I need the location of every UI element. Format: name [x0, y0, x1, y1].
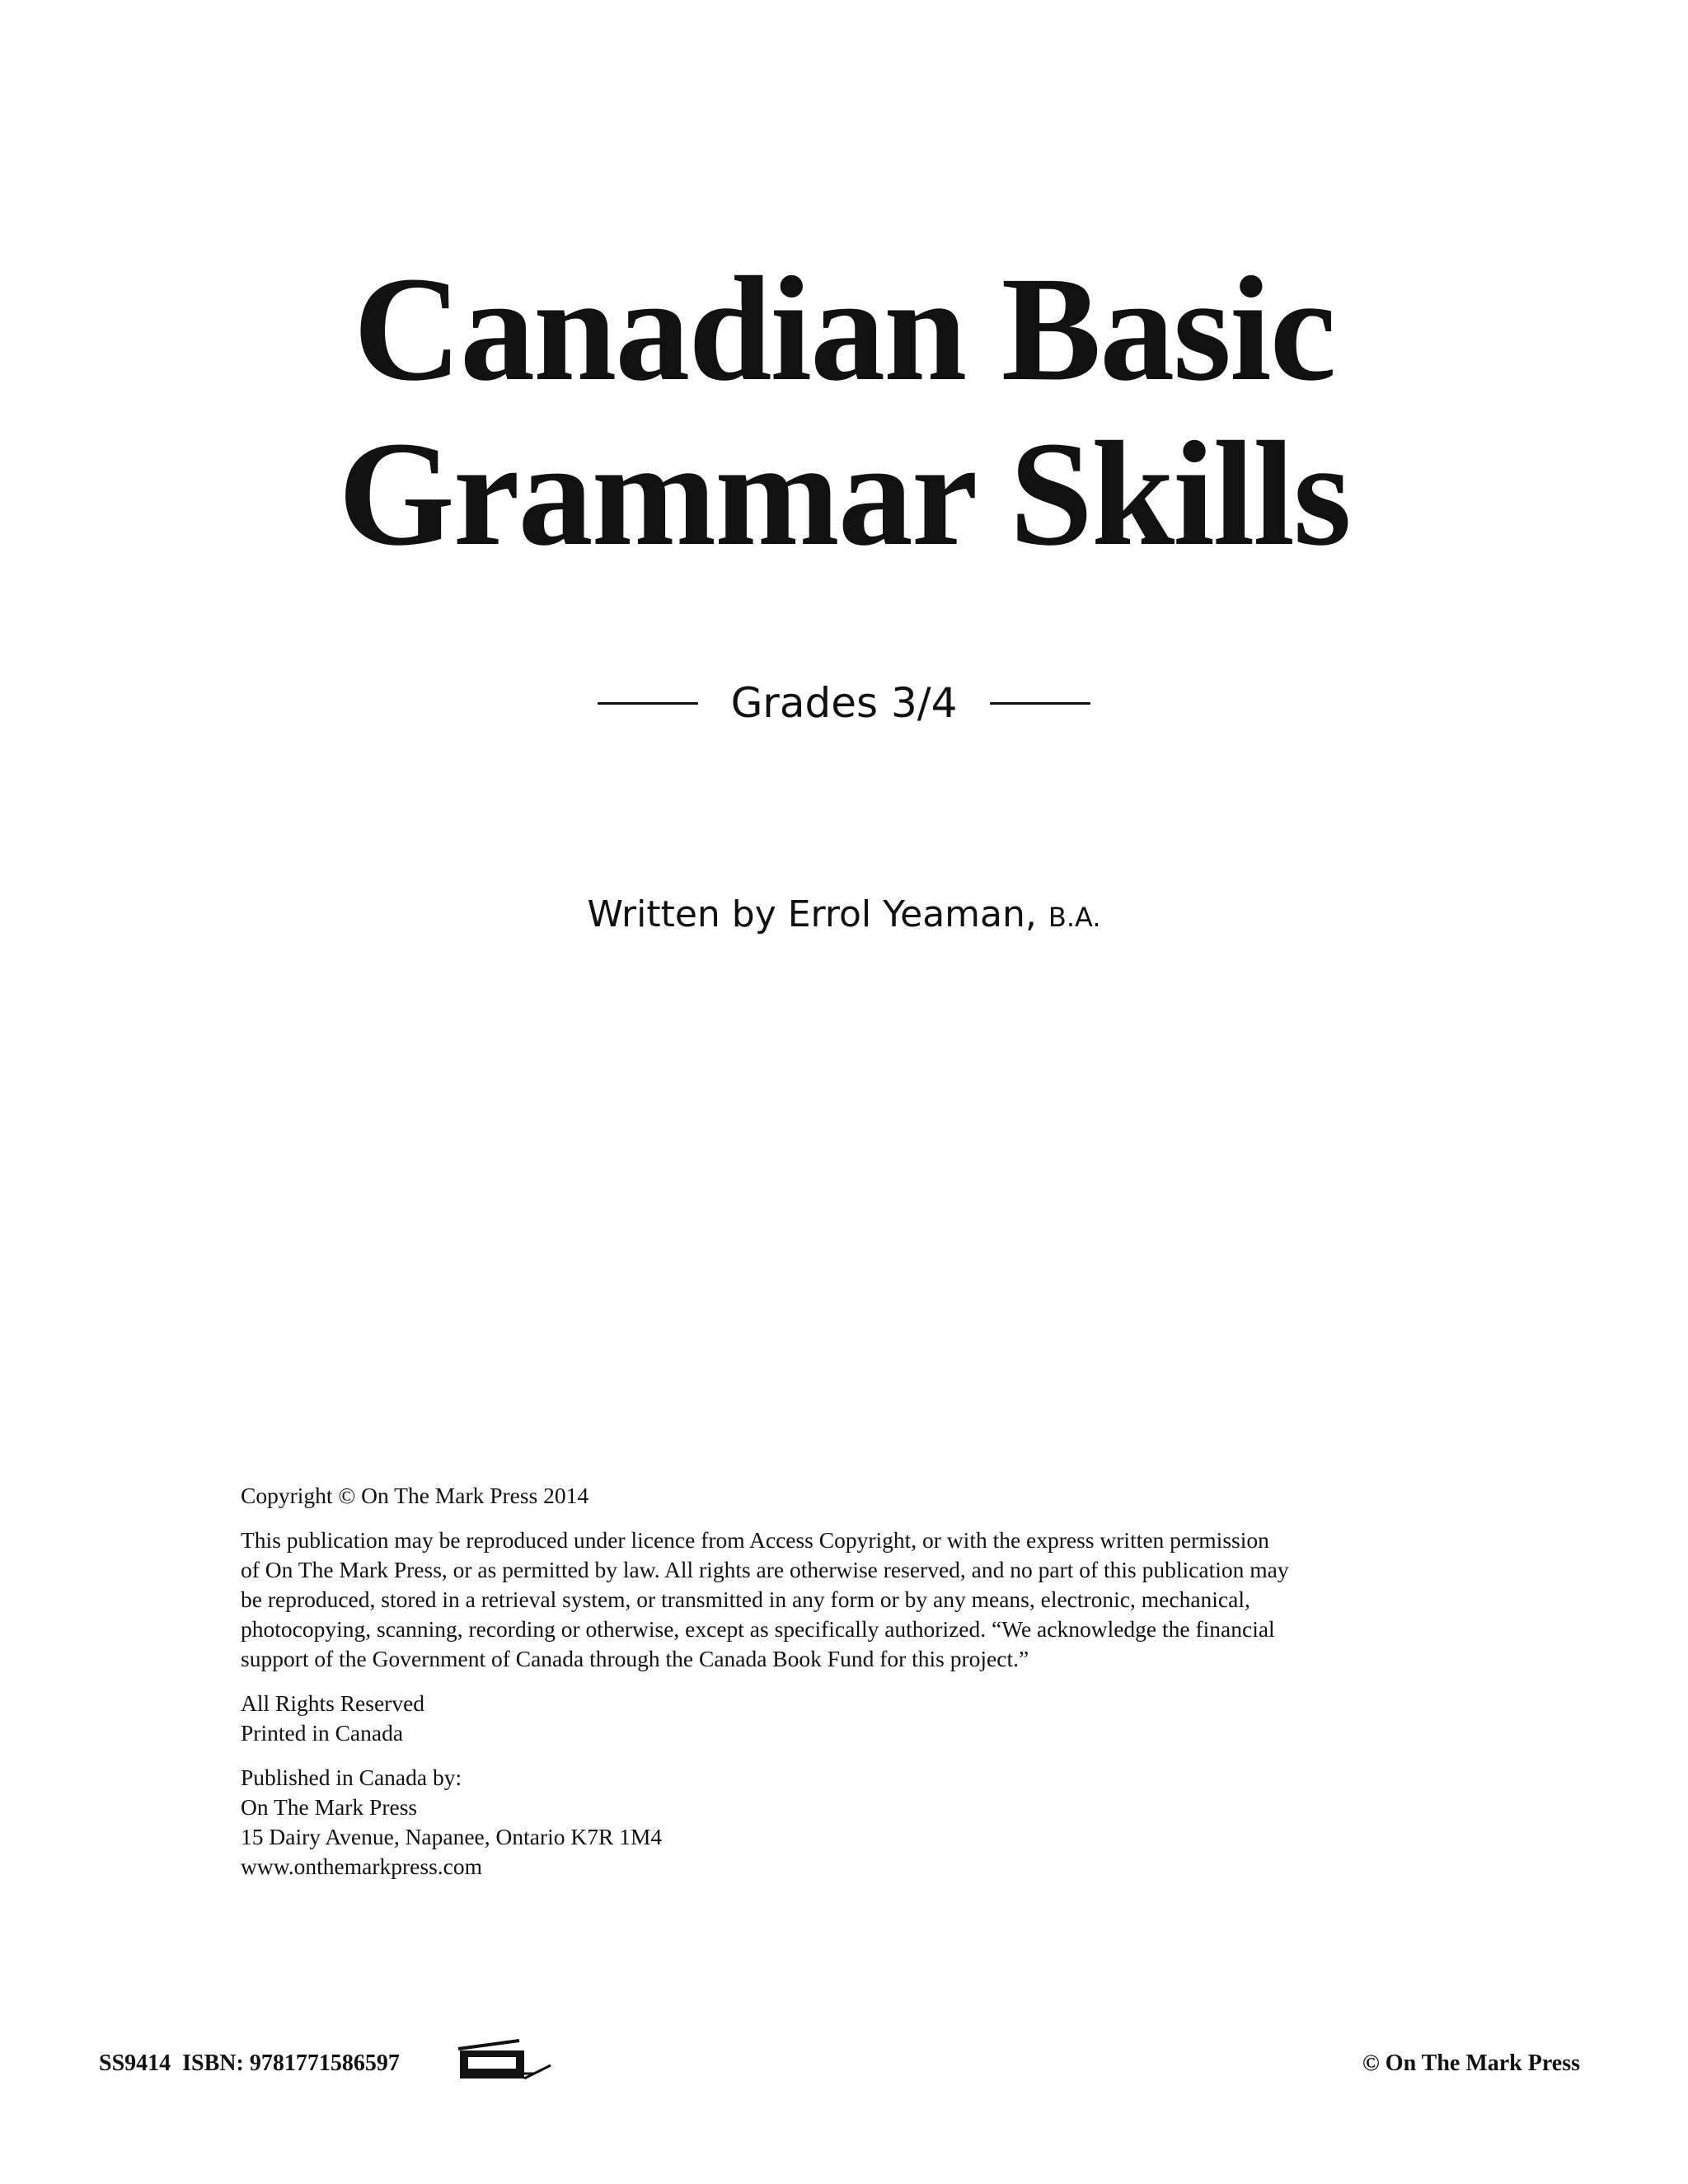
copyright-line: Copyright © On The Mark Press 2014	[241, 1483, 589, 1508]
publisher-website: www.onthemarkpress.com	[241, 1854, 483, 1879]
title-line-1: Canadian Basic	[353, 246, 1335, 412]
photocopier-icon	[455, 2037, 554, 2087]
author-line	[0, 890, 1688, 942]
title-line-2: Grammar Skills	[338, 411, 1350, 577]
printed-in: Printed in Canada	[241, 1720, 404, 1746]
product-code-isbn: SS9414 ISBN: 9781771586597	[99, 2050, 400, 2076]
author-credential: B.A.	[1048, 902, 1101, 933]
license-line: photocopying, scanning, recording or otherwise, except as specifically authorized. “We acknowledge the financial	[241, 1616, 1275, 1642]
license-line: of On The Mark Press, or as permitted by law. All rights are otherwise reserved, and no part of this publication may	[241, 1557, 1289, 1582]
left-rule	[598, 702, 698, 705]
license-line: support of the Government of Canada through the Canada Book Fund for this project.”	[241, 1646, 1029, 1671]
grades-row	[0, 674, 1688, 732]
publisher-address: 15 Dairy Avenue, Napanee, Ontario K7R 1M4	[241, 1824, 663, 1849]
publisher-name: On The Mark Press	[241, 1794, 418, 1820]
legal-notice	[241, 1481, 1411, 1896]
license-line: be reproduced, stored in a retrieval system, or transmitted in any form or by any means, electronic, mechanical,	[241, 1586, 1250, 1612]
author-name: Written by Errol Yeaman,	[587, 893, 1037, 935]
published-by: Published in Canada by:	[241, 1765, 462, 1790]
publisher-block	[241, 1763, 1411, 1882]
rights-reserved: All Rights Reserved	[241, 1690, 425, 1716]
grade-level: Grades 3/4	[730, 679, 958, 727]
right-rule	[990, 702, 1090, 705]
license-paragraph	[241, 1526, 1411, 1674]
license-line: This publication may be reproduced under licence from Access Copyright, or with the express written permission	[241, 1527, 1269, 1553]
footer-copyright: © On The Mark Press	[1362, 2050, 1580, 2076]
rights-block	[241, 1689, 1411, 1748]
book-title	[0, 247, 1688, 577]
